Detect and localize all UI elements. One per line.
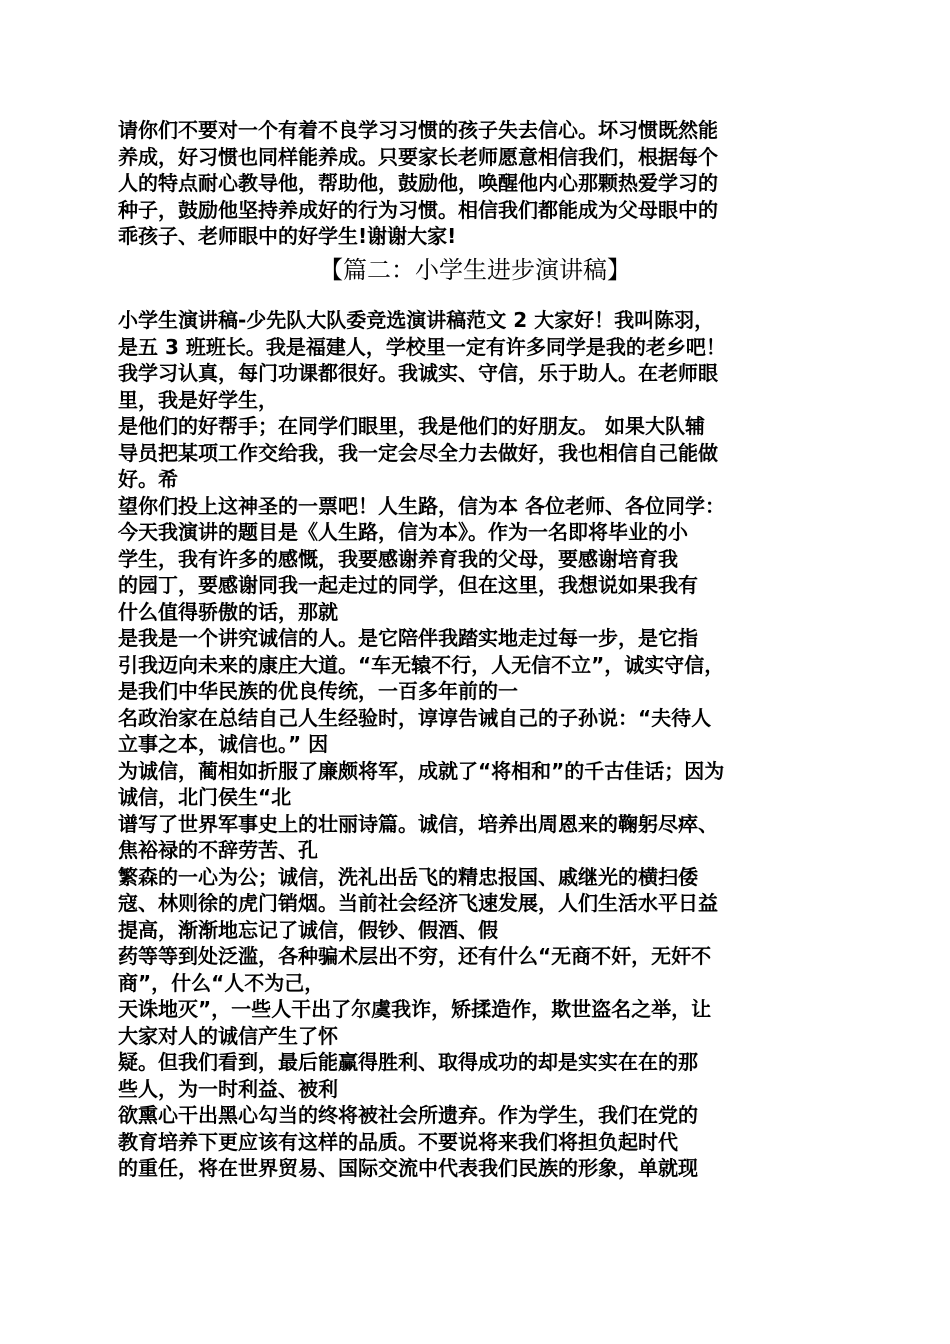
text-line: 请你们不要对一个有着不良学习习惯的孩子失去信心。坏习惯既然能 bbox=[118, 118, 718, 142]
text-line: 乖孩子、老师眼中的好学生!谢谢大家! bbox=[118, 224, 457, 248]
text-line: 今天我演讲的题目是《人生路，信为本》。作为一名即将毕业的小 bbox=[118, 520, 688, 544]
text-line: 引我迈向未来的康庄大道。“车无辕不行，人无信不立”，诚实守信， bbox=[118, 652, 725, 677]
text-line: 焦裕禄的不辞劳苦、孔 bbox=[118, 838, 318, 862]
text-line: 商”，什么“人不为己， bbox=[118, 970, 325, 995]
text-line: 的园丁，要感谢同我一起走过的同学，但在这里，我想说如果我有 bbox=[118, 573, 698, 597]
text-line: 的重任，将在世界贸易、国际交流中代表我们民族的形象，单就现 bbox=[118, 1156, 698, 1180]
paragraph-speech bbox=[118, 307, 848, 1182]
text-line: 小学生演讲稿-少先队大队委竞选演讲稿范文 2 大家好！我叫陈羽， bbox=[118, 308, 715, 332]
text-line: 人的特点耐心教导他，帮助他，鼓励他，唤醒他内心那颗热爱学习的 bbox=[118, 171, 718, 195]
text-line: 学生，我有许多的感慨，我要感谢养育我的父母，要感谢培育我 bbox=[118, 546, 678, 571]
text-line: 诚信，北门侯生“北 bbox=[118, 785, 292, 809]
text-line: 些人，为一时利益、被利 bbox=[118, 1076, 338, 1101]
text-line: 是我们中华民族的优良传统，一百多年前的一 bbox=[118, 679, 518, 703]
text-line: 天诛地灭”，一些人干出了尔虞我诈，矫揉造作，欺世盗名之举，让 bbox=[118, 997, 712, 1021]
text-line: 大家对人的诚信产生了怀 bbox=[118, 1023, 338, 1048]
text-line: 是他们的好帮手；在同学们眼里，我是他们的好朋友。 如果大队辅 bbox=[118, 414, 705, 438]
text-line: 欲熏心干出黑心勾当的终将被社会所遗弃。作为学生，我们在党的 bbox=[118, 1103, 698, 1127]
text-line: 什么值得骄傲的话，那就 bbox=[118, 599, 338, 624]
text-line: 望你们投上这神圣的一票吧！人生路，信为本 各位老师、各位同学： bbox=[118, 493, 725, 518]
paragraph-closing bbox=[118, 117, 848, 250]
text-line: 种子，鼓励他坚持养成好的行为习惯。相信我们都能成为父母眼中的 bbox=[118, 197, 718, 222]
text-line: 是我是一个讲究诚信的人。是它陪伴我踏实地走过每一步，是它指 bbox=[118, 626, 698, 650]
text-line: 提高，渐渐地忘记了诚信，假钞、假酒、假 bbox=[118, 917, 498, 942]
text-line: 是五 3 班班长。我是福建人，学校里一定有许多同学是我的老乡吧！ bbox=[118, 334, 726, 359]
text-line: 为诚信，蔺相如折服了廉颇将军，成就了“将相和”的千古佳话；因为 bbox=[118, 758, 725, 783]
text-line: 教育培养下更应该有这样的品质。不要说将来我们将担负起时代 bbox=[118, 1129, 678, 1154]
text-line: 立事之本，诚信也。” 因 bbox=[118, 732, 329, 756]
text-line: 里，我是好学生， bbox=[118, 387, 278, 412]
text-line: 养成，好习惯也同样能养成。只要家长老师愿意相信我们，根据每个 bbox=[118, 144, 718, 169]
text-line: 名政治家在总结自己人生经验时，谆谆告诫自己的子孙说：“夫待人 bbox=[118, 705, 712, 730]
text-line: 繁森的一心为公；诚信，洗礼出岳飞的精忠报国、戚继光的横扫倭 bbox=[118, 864, 698, 889]
text-line: 我学习认真，每门功课都很好。我诚实、守信，乐于助人。在老师眼 bbox=[118, 361, 718, 385]
text-line: 疑。但我们看到，最后能赢得胜利、取得成功的却是实实在在的那 bbox=[118, 1050, 698, 1074]
text-line: 药等等到处泛滥，各种骗术层出不穷，还有什么“无商不奸，无奸不 bbox=[118, 944, 712, 968]
text-line: 谱写了世界军事史上的壮丽诗篇。诚信，培养出周恩来的鞠躬尽瘁、 bbox=[118, 811, 718, 836]
text-line: 导员把某项工作交给我，我一定会尽全力去做好，我也相信自己能做 bbox=[118, 440, 718, 465]
text-line: 寇、林则徐的虎门销烟。当前社会经济飞速发展，人们生活水平日益 bbox=[118, 891, 718, 915]
section-heading: 【篇二：小学生进步演讲稿】 bbox=[319, 256, 631, 284]
text-line: 好。希 bbox=[118, 467, 178, 491]
